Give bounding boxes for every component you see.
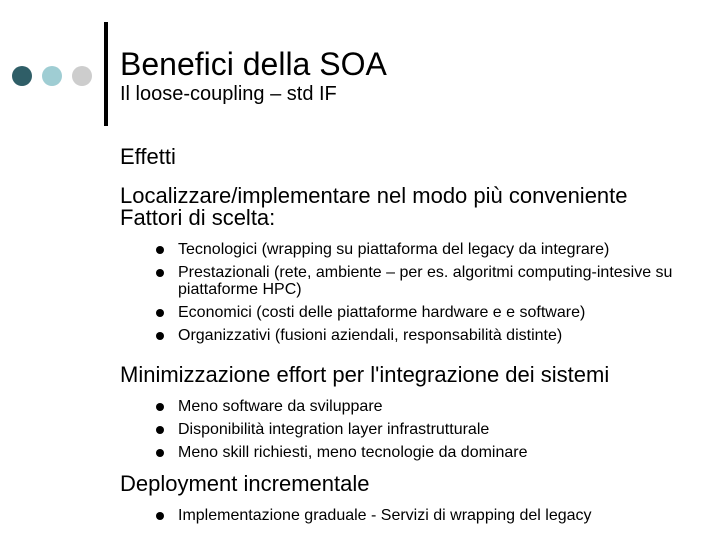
list-item: Economici (costi delle piattaforme hardware e e software)	[178, 304, 710, 321]
list-item: Disponibilità integration layer infrastrutturale	[178, 421, 710, 438]
heading-effetti: Effetti	[120, 144, 176, 169]
gray-dot	[72, 66, 92, 86]
list-item: Tecnologici (wrapping su piattaforma del legacy da integrare)	[178, 241, 710, 258]
list-item: Meno skill richiesti, meno tecnologie da dominare	[178, 444, 710, 461]
dark-teal-dot	[12, 66, 32, 86]
list-item: Organizzativi (fusioni aziendali, responsabilità distinte)	[178, 327, 710, 344]
heading-deployment: Deployment incrementale	[120, 471, 370, 496]
slide-body	[120, 146, 710, 530]
heading-localizzare: Localizzare/implementare nel modo più conveniente	[120, 183, 628, 208]
list-item: Meno software da sviluppare	[178, 398, 710, 415]
heading-minimizzazione: Minimizzazione effort per l'integrazione dei sistemi	[120, 362, 610, 387]
fattori-list	[120, 241, 710, 344]
heading-fattori: Fattori di scelta:	[120, 205, 276, 230]
deployment-list	[120, 507, 710, 524]
light-teal-dot	[42, 66, 62, 86]
slide-title: Benefici della SOA	[120, 46, 387, 82]
minimizzazione-list	[120, 398, 710, 461]
list-item: Prestazionali (rete, ambiente – per es. algoritmi computing-intesive su piattaforme HPC)	[178, 264, 710, 298]
list-item: Implementazione graduale - Servizi di wrapping del legacy	[178, 507, 710, 524]
slide-subtitle: Il loose-coupling – std IF	[120, 83, 337, 105]
title-divider-bar	[104, 22, 108, 126]
